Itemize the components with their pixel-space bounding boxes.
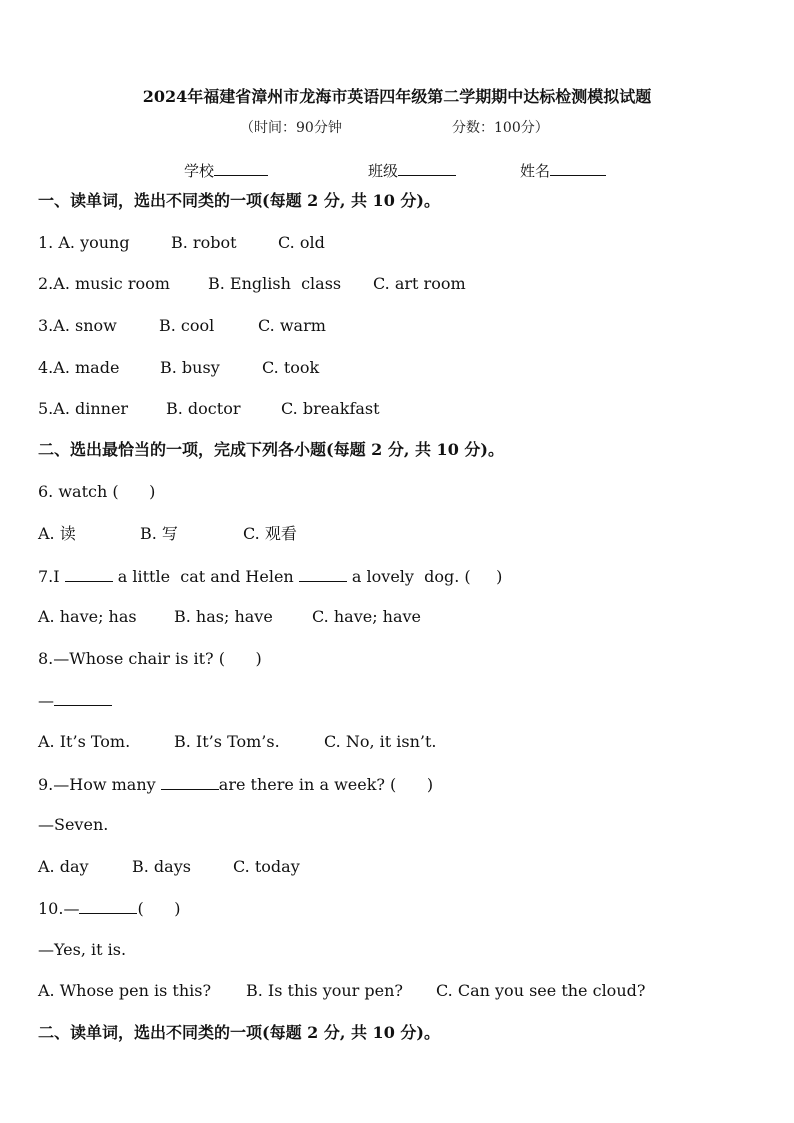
section-2-heading: 二、选出最恰当的一项，完成下列各小题(每题 2 分, 共 10 分)。 xyxy=(38,440,504,459)
q8-answer-line xyxy=(38,690,112,711)
q7-stem-b: a little cat and Helen xyxy=(112,567,299,586)
q5-option-b: B. doctor xyxy=(166,399,241,418)
q9-stem-b: are there in a week? ( ) xyxy=(218,775,434,794)
q10-blank[interactable] xyxy=(79,898,137,914)
q10-stem xyxy=(38,898,180,919)
q1-option-b: B. robot xyxy=(171,233,237,252)
q9-option-c: C. today xyxy=(233,857,300,876)
name-field xyxy=(520,160,606,181)
name-blank[interactable] xyxy=(550,160,606,176)
q9-option-a: A. day xyxy=(38,857,89,876)
name-label: 姓名 xyxy=(520,162,551,180)
q10-stem-a: 10.— xyxy=(38,899,80,918)
q5-option-a: 5.A. dinner xyxy=(38,399,129,418)
section-1-heading: 一、读单词，选出不同类的一项(每题 2 分, 共 10 分)。 xyxy=(38,191,440,210)
q3-option-a: 3.A. snow xyxy=(38,316,117,335)
q10-reply: —Yes, it is. xyxy=(38,940,127,959)
q8-blank[interactable] xyxy=(54,690,112,706)
q10-option-b: B. Is this your pen? xyxy=(246,981,403,1000)
school-field xyxy=(184,160,268,181)
q2-option-c: C. art room xyxy=(373,274,466,293)
q3-option-b: B. cool xyxy=(159,316,215,335)
q9-option-b: B. days xyxy=(132,857,191,876)
q7-option-a: A. have; has xyxy=(38,607,137,626)
q9-blank[interactable] xyxy=(161,774,219,790)
class-field xyxy=(368,160,456,181)
q10-option-c: C. Can you see the cloud? xyxy=(436,981,646,1000)
q7-option-c: C. have; have xyxy=(312,607,422,626)
q8-dash: — xyxy=(38,691,54,710)
q8-option-a: A. It’s Tom. xyxy=(38,732,131,751)
q7-stem-c: a lovely dog. ( ) xyxy=(346,567,503,586)
class-blank[interactable] xyxy=(398,160,456,176)
q9-reply: —Seven. xyxy=(38,815,109,834)
q7-stem xyxy=(38,566,502,587)
q6-option-b: B. 写 xyxy=(140,524,178,543)
exam-score: 分数：100分） xyxy=(452,120,549,136)
section-3-heading: 二、读单词，选出不同类的一项(每题 2 分, 共 10 分)。 xyxy=(38,1023,440,1042)
q4-option-b: B. busy xyxy=(160,358,220,377)
q1-option-a: 1. A. young xyxy=(38,233,130,252)
q10-stem-b: ( ) xyxy=(137,899,181,918)
q7-stem-a: 7.I xyxy=(38,567,65,586)
q4-option-a: 4.A. made xyxy=(38,358,120,377)
q6-stem: 6. watch ( ) xyxy=(38,482,156,501)
q10-option-a: A. Whose pen is this? xyxy=(38,981,212,1000)
q5-option-c: C. breakfast xyxy=(281,399,380,418)
q9-stem xyxy=(38,774,433,795)
school-blank[interactable] xyxy=(214,160,268,176)
q1-option-c: C. old xyxy=(278,233,325,252)
q2-option-a: 2.A. music room xyxy=(38,274,170,293)
q4-option-c: C. took xyxy=(262,358,320,377)
q7-blank-1[interactable] xyxy=(65,566,113,582)
q9-stem-a: 9.—How many xyxy=(38,775,161,794)
school-label: 学校 xyxy=(184,162,215,180)
q7-blank-2[interactable] xyxy=(299,566,347,582)
q3-option-c: C. warm xyxy=(258,316,326,335)
q6-option-a: A. 读 xyxy=(38,524,76,543)
q6-option-c: C. 观看 xyxy=(243,524,297,543)
page-title: 2024年福建省漳州市龙海市英语四年级第二学期期中达标检测模拟试题 xyxy=(142,87,652,106)
q8-stem: 8.—Whose chair is it? ( ) xyxy=(38,649,262,668)
q7-option-b: B. has; have xyxy=(174,607,273,626)
exam-time: （时间：90分钟 xyxy=(240,120,342,136)
q8-option-c: C. No, it isn’t. xyxy=(324,732,437,751)
q8-option-b: B. It’s Tom’s. xyxy=(174,732,280,751)
class-label: 班级 xyxy=(368,162,399,180)
q2-option-b: B. English class xyxy=(208,274,342,293)
